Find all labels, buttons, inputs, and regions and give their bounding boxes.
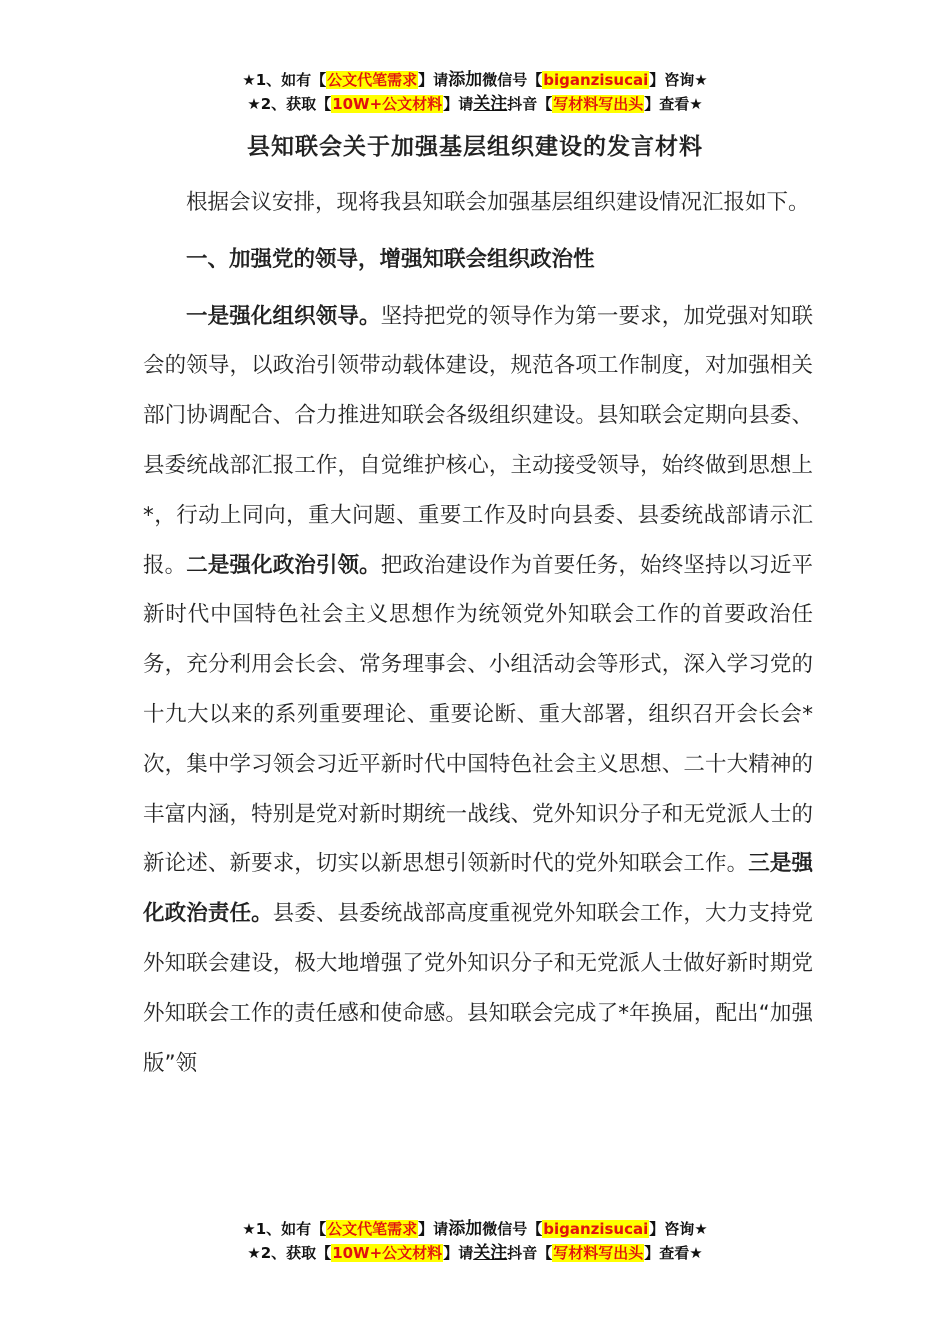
section-heading: 一、加强党的领导，增强知联会组织政治性 (186, 246, 595, 272)
body-paragraph: 一是强化组织领导。坚持把党的领导作为第一要求，加党强对知联会的领导，以政治引领带动载体建设，规范各项工作制度，对加强相关部门协调配合、合力推进知联会各级组织建设。县知联会定期向县委、县委统战部汇报工作，自觉维护核心，主动接受领导，始终做到思想上*，行动上同向，重大问题、重要工作及时向县委、县委统战部请示汇报。二是强化政治引领。把政治建设作为首要任务，始终坚持以习近平新时代中国特色社会主义思想作为统领党外知联会工作的首要政治任务，充分利用会长会、常务理事会、小组活动会等形式，深入学习党的十九大以来的系列重要理论、重要论断、重大部署，组织召开会长会*次，集中学习领会习近平新时代中国特色社会主义思想、二十大精神的丰富内涵，特别是党对新时期统一战线、党外知识分子和无党派人士的新论述、新要求，切实以新思想引领新时代的党外知联会工作。三是强化政治责任。县委、县委统战部高度重视党外知联会工作，大力支持党外知联会建设，极大地增强了党外知识分子和无党派人士做好新时期党外知联会工作的责任感和使命感。县知联会完成了*年换届，配出“加强版”领 (143, 303, 813, 1076)
point-heading-3: 三是强化政治责任。 (143, 851, 813, 927)
promo-line-1: ★1、如有【公文代笔需求】请添加微信号【biganzisucai】咨询★ (242, 70, 708, 90)
point-heading-2: 二是强化政治引领。 (186, 552, 381, 578)
document-title: 县知联会关于加强基层组织建设的发言材料 (247, 134, 703, 160)
promo-wechat-id: biganzisucai (543, 1220, 649, 1238)
promo-line-2: ★2、获取【10W+公文材料】请关注抖音【写材料写出头】查看★ (247, 1243, 703, 1263)
point-heading-1: 一是强化组织领导。 (186, 303, 381, 329)
promo-highlight: 公文代笔需求 (327, 71, 418, 89)
promo-line-1: ★1、如有【公文代笔需求】请添加微信号【biganzisucai】咨询★ (242, 1219, 708, 1239)
promo-highlight: 公文代笔需求 (327, 1220, 418, 1238)
promo-line-2: ★2、获取【10W+公文材料】请关注抖音【写材料写出头】查看★ (247, 94, 703, 114)
intro-paragraph: 根据会议安排，现将我县知联会加强基层组织建设情况汇报如下。 (186, 190, 810, 215)
promo-banner-bottom (0, 1217, 950, 1265)
promo-highlight: 10W+公文材料 (332, 95, 443, 113)
promo-douyin-id: 写材料写出头 (553, 95, 644, 113)
promo-wechat-id: biganzisucai (543, 71, 649, 89)
document-body (143, 178, 813, 1088)
promo-douyin-id: 写材料写出头 (553, 1244, 644, 1262)
promo-highlight: 10W+公文材料 (332, 1244, 443, 1262)
promo-banner-top (0, 68, 950, 116)
